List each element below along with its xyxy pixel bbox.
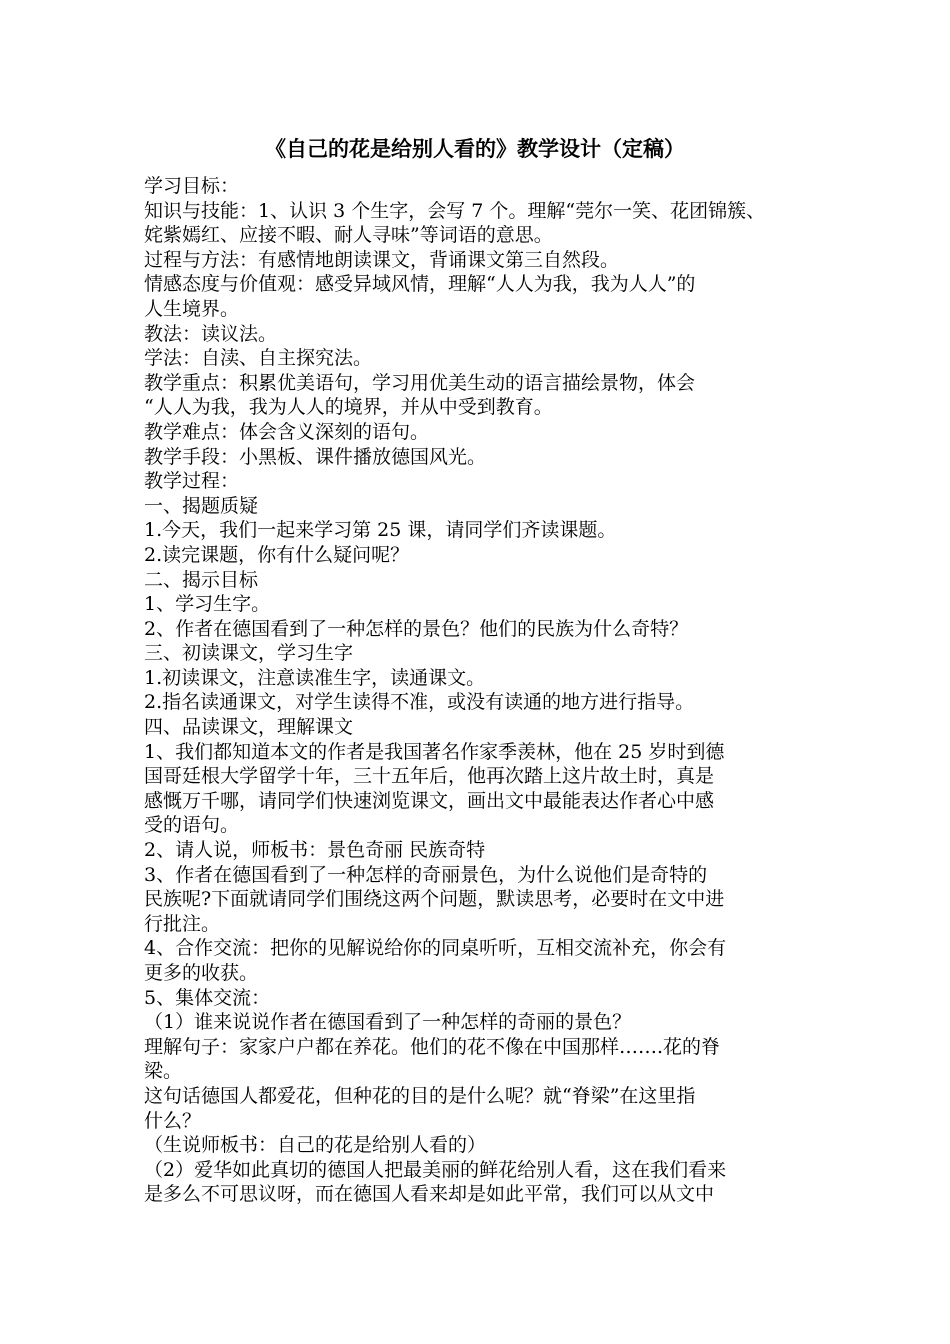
text-line: 国哥廷根大学留学十年，三十五年后，他再次踏上这片故土时，真是 (144, 765, 715, 788)
text-line: 1、学习生字。 (144, 593, 271, 616)
text-line: 教学难点：体会含义深刻的语句。 (144, 420, 430, 443)
document-title: 《自己的花是给别人看的》教学设计（定稿） (265, 137, 685, 161)
text-line: 这句话德国人都爱花，但种花的目的是什么呢？就“脊梁”在这里指 (144, 1084, 696, 1107)
text-line: 理解句子：家家户户都在养花。他们的花不像在中国那样…….花的脊 (144, 1035, 721, 1058)
text-line: （生说师板书：自己的花是给别人看的） (144, 1134, 487, 1157)
text-line: 教学重点：积累优美语句，学习用优美生动的语言描绘景物，体会 (144, 371, 696, 394)
text-line: 4、合作交流：把你的见解说给你的同桌听听，互相交流补充，你会有 (144, 937, 727, 960)
text-line: 教学手段：小黑板、课件播放德国风光。 (144, 445, 487, 468)
text-line: 教学过程： (144, 470, 240, 493)
document-body (144, 174, 814, 1207)
text-line: 民族呢?下面就请同学们围绕这两个问题，默读思考，必要时在文中进 (144, 888, 725, 911)
text-line: 学习目标： (144, 175, 240, 197)
text-line: 教法：读议法。 (144, 322, 278, 345)
text-line: 1.今天，我们一起来学习第 25 课，请同学们齐读课题。 (144, 519, 617, 542)
text-line: 行批注。 (144, 912, 221, 935)
text-line: 梁。 (144, 1060, 183, 1083)
text-line: 感慨万千哪，请同学们快速浏览课文，画出文中最能表达作者心中感 (144, 789, 715, 812)
text-line: 四、品读课文，理解课文 (144, 716, 354, 739)
text-line: 三、初读课文，学习生字 (144, 642, 354, 665)
text-line: 过程与方法：有感情地朗读课文，背诵课文第三自然段。 (144, 248, 620, 271)
text-line: 2、作者在德国看到了一种怎样的景色？他们的民族为什么奇特？ (144, 617, 689, 640)
text-line: 什么？ (144, 1109, 202, 1132)
text-line: 2.指名读通课文，对学生读得不准，或没有读通的地方进行指导。 (144, 691, 695, 714)
text-line: “人人为我，我为人人的境界，并从中受到教育。 (144, 396, 553, 419)
text-line: （1）谁来说说作者在德国看到了一种怎样的奇丽的景色？ (144, 1011, 632, 1034)
text-line: 是多么不可思议呀，而在德国人看来却是如此平常，我们可以从文中 (144, 1183, 715, 1206)
text-line: 1、我们都知道本文的作者是我国著名作家季羡林，他在 25 岁时到德 (144, 740, 725, 763)
text-line: 情感态度与价值观：感受异域风情，理解“人人为我，我为人人”的 (144, 273, 696, 296)
text-line: 人生境界。 (144, 297, 240, 320)
text-line: 一、揭题质疑 (144, 494, 259, 517)
text-line: 1.初读课文，注意读准生字，读通课文。 (144, 666, 486, 689)
text-line: 受的语句。 (144, 814, 240, 837)
text-line: （2）爱华如此真切的德国人把最美丽的鲜花给别人看，这在我们看来 (144, 1158, 727, 1181)
text-line: 5、集体交流： (144, 986, 271, 1009)
text-line: 二、揭示目标 (144, 568, 259, 591)
text-line: 3、作者在德国看到了一种怎样的奇丽景色，为什么说他们是奇特的 (144, 863, 708, 886)
text-line: 知识与技能：1、认识 3 个生字，会写 7 个。理解“莞尔一笑、花团锦簇、 (144, 199, 766, 222)
text-line: 2、请人说，师板书：景色奇丽 民族奇特 (144, 839, 486, 862)
text-line: 姹紫嫣红、应接不暇、耐人寻味”等词语的意思。 (144, 224, 553, 247)
text-line: 学法：自渎、自主探究法。 (144, 347, 373, 370)
text-line: 2.读完课题，你有什么疑问呢？ (144, 543, 410, 566)
text-line: 更多的收获。 (144, 962, 259, 984)
